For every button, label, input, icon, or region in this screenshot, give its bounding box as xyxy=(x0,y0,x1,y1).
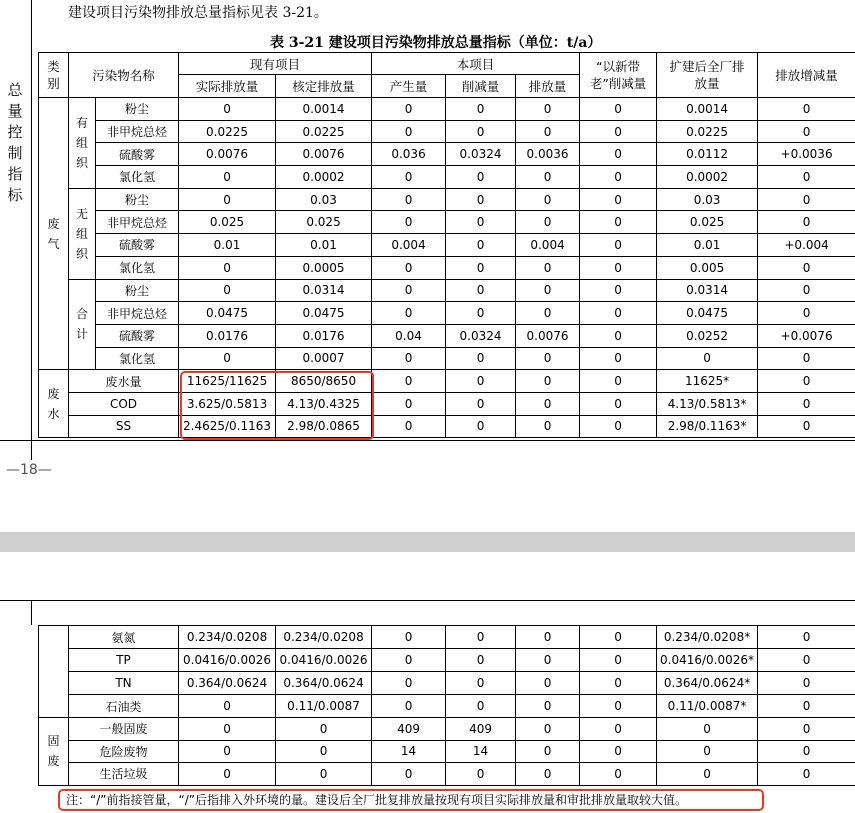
table-caption: 表 3-21 建设项目污染物排放总量指标（单位：t/a） xyxy=(270,35,602,51)
table-row xyxy=(39,166,855,189)
table-cell: 0.01 xyxy=(179,234,276,257)
pollutant-name: 粉尘 xyxy=(96,188,179,211)
table-cell: 0 xyxy=(516,672,580,695)
table-cell: 0 xyxy=(758,98,855,121)
table-cell: 0 xyxy=(580,143,657,166)
table-cell: 0 xyxy=(179,256,276,279)
pollutant-name: 生活垃圾 xyxy=(69,763,179,786)
table-cell: 0 xyxy=(516,279,580,302)
header-change: 排放增减量 xyxy=(758,53,855,98)
table-cell: 2.98/0.0865 xyxy=(276,415,372,438)
table-cell: 4.13/0.5813* xyxy=(657,392,758,415)
table-cell: 0 xyxy=(758,370,855,393)
table-cell: 0.03 xyxy=(657,188,758,211)
table-cell: 0 xyxy=(446,279,516,302)
header-this-project: 本项目 xyxy=(372,53,580,75)
group-waste-gas: 废 气 xyxy=(39,98,69,370)
table-cell: 11625/11625 xyxy=(179,370,276,393)
table-cell: 0 xyxy=(580,740,657,763)
table-cell: 0.005 xyxy=(657,256,758,279)
table-cell: 0 xyxy=(516,763,580,786)
table-cell: 4.13/0.4325 xyxy=(276,392,372,415)
table-cell: 0 xyxy=(758,211,855,234)
table-cell: 0.11/0.0087 xyxy=(276,695,372,718)
table-row xyxy=(39,415,855,438)
table-cell: 14 xyxy=(372,740,446,763)
table-cell: 0 xyxy=(446,626,516,649)
table-cell: 0.0225 xyxy=(276,120,372,143)
table-cell: 409 xyxy=(372,718,446,741)
table-cell: 0.01 xyxy=(657,234,758,257)
pollutant-name: 非甲烷总烃 xyxy=(96,211,179,234)
table-cell: 0 xyxy=(179,166,276,189)
table-cell: 0 xyxy=(372,256,446,279)
table-cell: 0 xyxy=(580,166,657,189)
group-waste-water-cont xyxy=(39,626,69,718)
table-cell: 0 xyxy=(580,279,657,302)
table-cell: 0 xyxy=(446,256,516,279)
table-cell: 0.364/0.0624 xyxy=(179,672,276,695)
table-row xyxy=(39,649,855,672)
table-row xyxy=(39,324,855,347)
table-cell: 0.0112 xyxy=(657,143,758,166)
table-row xyxy=(39,740,855,763)
table-cell: 0 xyxy=(516,718,580,741)
table-cell: 0.0416/0.0026* xyxy=(657,649,758,672)
table-row xyxy=(39,718,855,741)
table-cell: 0 xyxy=(276,740,372,763)
table-cell: 0 xyxy=(516,695,580,718)
pollutant-name: 氨氮 xyxy=(69,626,179,649)
table-cell: 0.0416/0.0026 xyxy=(276,649,372,672)
header-emitted: 排放量 xyxy=(516,75,580,98)
table-cell: 0 xyxy=(758,120,855,143)
table-cell: 0 xyxy=(372,279,446,302)
table-row xyxy=(39,98,855,121)
table-cell: 0.0002 xyxy=(657,166,758,189)
header-offset: “以新带 老”削减量 xyxy=(580,53,657,98)
table-cell: 0 xyxy=(580,672,657,695)
table-cell: 0 xyxy=(580,626,657,649)
page-separator xyxy=(0,532,855,552)
pollutant-name: 氯化氢 xyxy=(96,256,179,279)
pollutant-name: 石油类 xyxy=(69,695,179,718)
table-cell: 0 xyxy=(372,302,446,325)
table-cell: 0.0176 xyxy=(179,324,276,347)
table-cell: 0.364/0.0624 xyxy=(276,672,372,695)
pollutant-name: TP xyxy=(69,649,179,672)
table-cell: 0.0475 xyxy=(179,302,276,325)
table-cell: 0 xyxy=(516,740,580,763)
table-cell: 8650/8650 xyxy=(276,370,372,393)
table-cell: 0 xyxy=(758,279,855,302)
table-cell: 0 xyxy=(580,211,657,234)
table-cell: 0 xyxy=(758,695,855,718)
subgroup-total: 合 计 xyxy=(69,279,96,370)
table-row xyxy=(39,695,855,718)
header-category: 类 别 xyxy=(39,53,69,98)
pollutant-name: 非甲烷总烃 xyxy=(96,120,179,143)
table-cell: 0.0225 xyxy=(179,120,276,143)
table-cell: 0 xyxy=(580,120,657,143)
pollutant-name: 废水量 xyxy=(69,370,179,393)
table-row xyxy=(39,143,855,166)
table-cell: 0 xyxy=(276,763,372,786)
table-row xyxy=(39,626,855,649)
table-cell: 0 xyxy=(580,188,657,211)
table-row xyxy=(39,370,855,393)
table-cell: 0 xyxy=(446,392,516,415)
table-cell: 0 xyxy=(657,740,758,763)
table-cell: 0.234/0.0208* xyxy=(657,626,758,649)
table-cell: 0 xyxy=(446,649,516,672)
table-cell: 0 xyxy=(446,211,516,234)
table-cell: 0 xyxy=(446,120,516,143)
header-approved: 核定排放量 xyxy=(276,75,372,98)
pollutant-name: 氯化氢 xyxy=(96,166,179,189)
table-cell: 0 xyxy=(580,392,657,415)
table-cell: 409 xyxy=(446,718,516,741)
table-cell: 0 xyxy=(580,98,657,121)
table-cell: 0 xyxy=(179,740,276,763)
table-cell: 0 xyxy=(657,718,758,741)
table-cell: 0 xyxy=(516,188,580,211)
table-cell: +0.0036 xyxy=(758,143,855,166)
table-cell: 0 xyxy=(516,415,580,438)
table-cell: 0 xyxy=(758,188,855,211)
table-cell: 0.364/0.0624* xyxy=(657,672,758,695)
table-cell: 0 xyxy=(372,626,446,649)
table-cell: 0 xyxy=(446,166,516,189)
subgroup-unorganized: 无 组 织 xyxy=(69,188,96,279)
table-cell: 0.004 xyxy=(516,234,580,257)
table-cell: 11625* xyxy=(657,370,758,393)
table-cell: 0 xyxy=(179,718,276,741)
table-cell: 0 xyxy=(446,302,516,325)
table-cell: 0 xyxy=(446,672,516,695)
table-cell: 0 xyxy=(446,695,516,718)
table-cell: 0 xyxy=(516,120,580,143)
pollutant-name: 危险废物 xyxy=(69,740,179,763)
table-cell: 0 xyxy=(372,392,446,415)
table-cell: +0.0076 xyxy=(758,324,855,347)
side-label: 总 量 控 制 指 标 xyxy=(7,81,23,204)
table-cell: 0.0475 xyxy=(276,302,372,325)
table-cell: 0 xyxy=(446,98,516,121)
table-cell: 0 xyxy=(516,626,580,649)
table-cell: 0.0076 xyxy=(516,324,580,347)
table-row xyxy=(39,188,855,211)
table-cell: 0.0014 xyxy=(657,98,758,121)
pollutant-name: 硫酸雾 xyxy=(96,234,179,257)
table-cell: 0 xyxy=(758,302,855,325)
table-cell: 0 xyxy=(516,211,580,234)
table-cell: 0 xyxy=(516,98,580,121)
table-cell: 0.0005 xyxy=(276,256,372,279)
table-cell: 0 xyxy=(372,347,446,370)
table-cell: 0 xyxy=(179,763,276,786)
table-cell: 0.025 xyxy=(276,211,372,234)
table-row xyxy=(39,392,855,415)
table-cell: 0.0324 xyxy=(446,143,516,166)
table-cell: 0.0252 xyxy=(657,324,758,347)
intro-text: 建设项目污染物排放总量指标见表 3-21。 xyxy=(68,5,328,21)
table-cell: 0 xyxy=(580,234,657,257)
table-cell: 0 xyxy=(516,392,580,415)
table-cell: 0 xyxy=(276,718,372,741)
table-row xyxy=(39,347,855,370)
emission-table-part1 xyxy=(38,52,855,438)
table-cell: 0 xyxy=(580,324,657,347)
table-row xyxy=(39,120,855,143)
pollutant-name: 硫酸雾 xyxy=(96,143,179,166)
table-cell: 0.0314 xyxy=(657,279,758,302)
table-cell: 0 xyxy=(580,415,657,438)
table-row xyxy=(39,211,855,234)
table-cell: 0 xyxy=(758,763,855,786)
group-waste-water: 废 水 xyxy=(39,370,69,438)
page-top-rule xyxy=(0,600,855,601)
table-cell: 0 xyxy=(758,649,855,672)
page-number: —18— xyxy=(6,462,52,478)
table-cell: 0 xyxy=(372,120,446,143)
table-cell: 0 xyxy=(372,672,446,695)
table-cell: 0.0014 xyxy=(276,98,372,121)
table-cell: 0 xyxy=(758,347,855,370)
table-cell: 0 xyxy=(372,211,446,234)
table-cell: 14 xyxy=(446,740,516,763)
table-cell: 0 xyxy=(758,415,855,438)
table-row xyxy=(39,672,855,695)
table-cell: 0.0416/0.0026 xyxy=(179,649,276,672)
table-cell: 0.0176 xyxy=(276,324,372,347)
table-cell: 0.025 xyxy=(179,211,276,234)
pollutant-name: 硫酸雾 xyxy=(96,324,179,347)
table-cell: 0 xyxy=(372,649,446,672)
table-cell: 0 xyxy=(758,626,855,649)
table-cell: 0.0475 xyxy=(657,302,758,325)
table-cell: 0 xyxy=(179,98,276,121)
table-cell: 0 xyxy=(516,302,580,325)
table-cell: 0.0076 xyxy=(179,143,276,166)
table-cell: 0.0002 xyxy=(276,166,372,189)
pollutant-name: SS xyxy=(69,415,179,438)
table-cell: 0.0324 xyxy=(446,324,516,347)
table-cell: 0 xyxy=(372,763,446,786)
table-cell: 0 xyxy=(516,347,580,370)
table-row xyxy=(39,302,855,325)
table-cell: 0 xyxy=(516,649,580,672)
header-actual: 实际排放量 xyxy=(179,75,276,98)
table-cell: 0 xyxy=(758,718,855,741)
table-cell: 0 xyxy=(657,347,758,370)
table-row xyxy=(39,234,855,257)
table-cell: 0 xyxy=(758,256,855,279)
table-cell: 3.625/0.5813 xyxy=(179,392,276,415)
table-cell: 0 xyxy=(758,740,855,763)
side-divider xyxy=(31,0,32,440)
pollutant-name: 粉尘 xyxy=(96,279,179,302)
table-cell: 0 xyxy=(446,347,516,370)
table-cell: 0 xyxy=(446,763,516,786)
table-cell: 0 xyxy=(179,279,276,302)
table-cell: 0.0036 xyxy=(516,143,580,166)
table-cell: 0 xyxy=(580,302,657,325)
header-pollutant: 污染物名称 xyxy=(69,53,179,98)
table-cell: 0.0076 xyxy=(276,143,372,166)
table-cell: 0 xyxy=(580,763,657,786)
table-cell: 0 xyxy=(446,415,516,438)
header-reduced: 削减量 xyxy=(446,75,516,98)
header-produced: 产生量 xyxy=(372,75,446,98)
pollutant-name: 粉尘 xyxy=(96,98,179,121)
table-cell: 2.98/0.1163* xyxy=(657,415,758,438)
table-cell: 0 xyxy=(372,166,446,189)
table-cell: 0.0007 xyxy=(276,347,372,370)
table-cell: 0 xyxy=(580,695,657,718)
table-cell: 0.025 xyxy=(657,211,758,234)
group-solid-waste: 固 废 xyxy=(39,718,69,786)
table-cell: 0 xyxy=(446,370,516,393)
table-cell: 0 xyxy=(516,166,580,189)
table-cell: 0.0225 xyxy=(657,120,758,143)
table-cell: 0 xyxy=(657,763,758,786)
table-cell: 0.04 xyxy=(372,324,446,347)
table-cell: 0.11/0.0087* xyxy=(657,695,758,718)
pollutant-name: 非甲烷总烃 xyxy=(96,302,179,325)
table-cell: 0.03 xyxy=(276,188,372,211)
table-cell: 0 xyxy=(446,234,516,257)
table-cell: 2.4625/0.1163 xyxy=(179,415,276,438)
highlight-box-existing-water xyxy=(180,371,374,440)
table-cell: 0 xyxy=(580,370,657,393)
table-row xyxy=(39,763,855,786)
table-cell: 0 xyxy=(372,370,446,393)
emission-table-part2 xyxy=(38,625,855,786)
header-existing: 现有项目 xyxy=(179,53,372,75)
table-cell: 0 xyxy=(446,188,516,211)
table-cell: 0.234/0.0208 xyxy=(179,626,276,649)
table-cell: 0 xyxy=(758,392,855,415)
table-cell: 0 xyxy=(580,347,657,370)
table-cell: 0 xyxy=(372,695,446,718)
table-cell: 0 xyxy=(372,188,446,211)
table-note: 注：“/”前指接管量，“/”后指排入外环境的量。建设后全厂批复排放量按现有项目实际排放量和审批排放量取较大值。 xyxy=(58,789,764,811)
page-corner-mark xyxy=(31,440,32,460)
table-cell: 0 xyxy=(179,347,276,370)
table-cell: 0 xyxy=(580,718,657,741)
table-cell: 0 xyxy=(758,672,855,695)
pollutant-name: TN xyxy=(69,672,179,695)
pollutant-name: 一般固废 xyxy=(69,718,179,741)
table-cell: 0 xyxy=(516,256,580,279)
table-cell: 0 xyxy=(372,98,446,121)
pollutant-name: COD xyxy=(69,392,179,415)
table-cell: +0.004 xyxy=(758,234,855,257)
table-cell: 0 xyxy=(580,649,657,672)
page-bottom-rule xyxy=(0,440,855,441)
header-after-expansion: 扩建后全厂排 放量 xyxy=(657,53,758,98)
table-cell: 0 xyxy=(179,695,276,718)
page-corner-mark-2 xyxy=(31,600,32,625)
subgroup-organized: 有 组 织 xyxy=(69,98,96,189)
pollutant-name: 氯化氢 xyxy=(96,347,179,370)
table-cell: 0 xyxy=(758,166,855,189)
table-cell: 0.234/0.0208 xyxy=(276,626,372,649)
table-row xyxy=(39,256,855,279)
table-cell: 0.004 xyxy=(372,234,446,257)
table-row xyxy=(39,279,855,302)
table-cell: 0 xyxy=(179,188,276,211)
table-cell: 0 xyxy=(580,256,657,279)
table-cell: 0.036 xyxy=(372,143,446,166)
table-cell: 0.0314 xyxy=(276,279,372,302)
table-cell: 0 xyxy=(516,370,580,393)
table-cell: 0 xyxy=(372,415,446,438)
table-cell: 0.01 xyxy=(276,234,372,257)
